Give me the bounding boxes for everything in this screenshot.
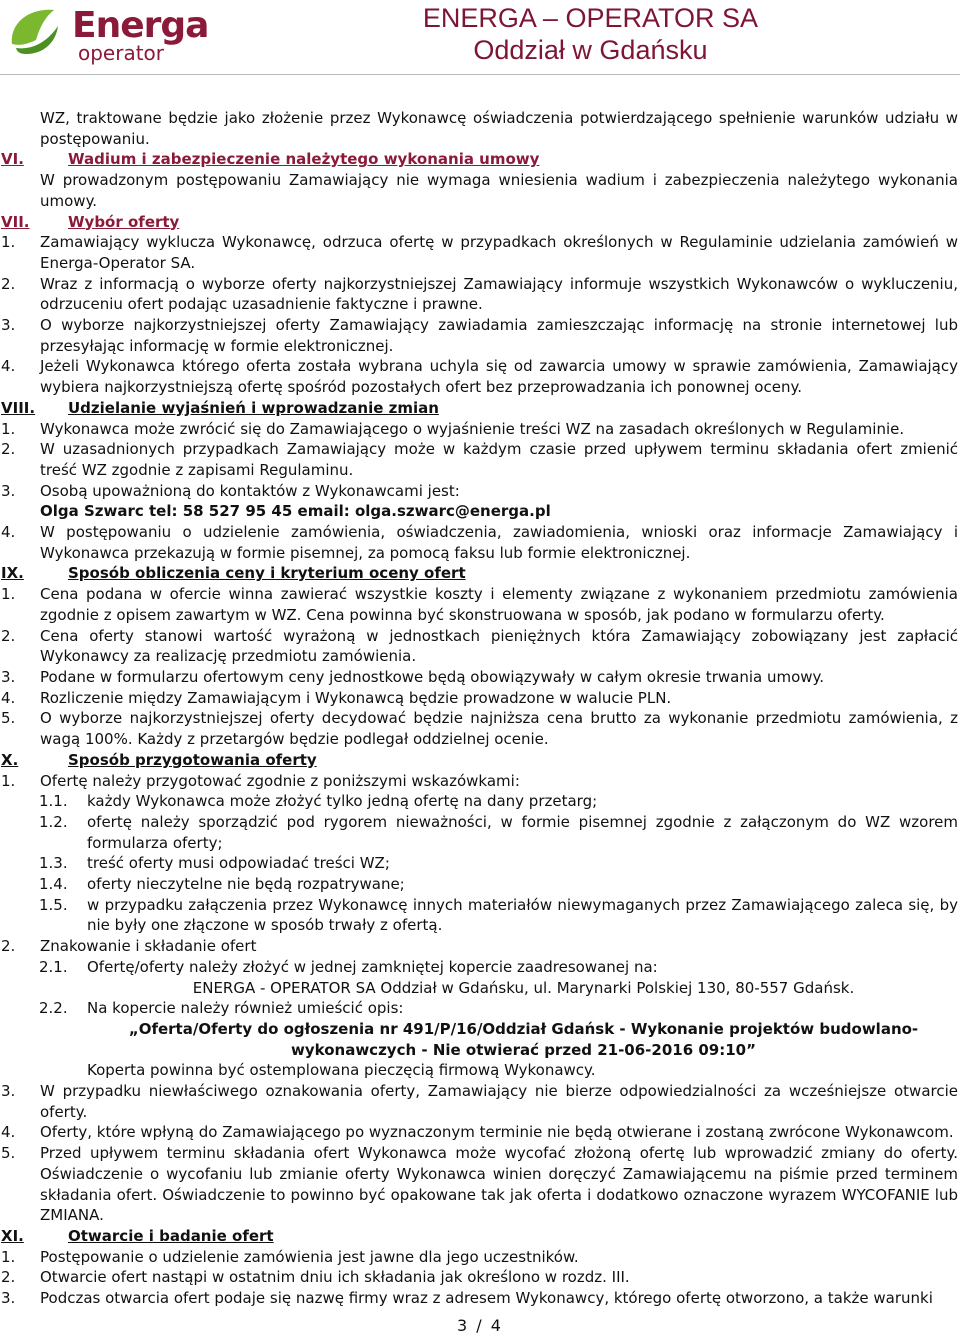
envelope-label-line2: wykonawczych - Nie otwierać przed 21-06-2016 09:10” [291, 1040, 756, 1059]
company-name-block [423, 2, 758, 66]
item-text: w przypadku załączenia przez Wykonawcę innych materiałów niewymaganych przez Zamawiającego zaleca się, by nie były one złączone w sposób trwały z ofertą. [87, 895, 958, 935]
item-text: oferty nieczytelne nie będą rozpatrywane; [87, 875, 405, 894]
item-text: Przed upływem terminu składania ofert Wykonawca może wycofać złożoną ofertę lub wprowadzić zmiany do oferty. Oświadczenie o wycofaniu lub zmianie oferty Wykonawca winien doręczyć Zamawiającemu na piśmie przed terminem składania ofert. Oświadczenie to powinno być opakowane tak jak oferta i dodatkowo oznaczone wyrazem WYCOFANIE lub ZMIANA. [40, 1144, 958, 1225]
item-text: Cena oferty stanowi wartość wyrażoną w jednostkach pieniężnych która Zamawiający zobowiązany jest zapłacić Wykonawcy za realizację przedmiotu zamówienia. [40, 626, 958, 666]
item-number: 1.2. [39, 812, 68, 831]
energa-logo [6, 2, 209, 66]
item-number: 5. [1, 709, 16, 728]
item-number: 1.1. [39, 792, 68, 811]
logo-subtitle: operator [78, 41, 165, 65]
list-item [0, 584, 960, 625]
paragraph: WZ, traktowane będzie jako złożenie przez Wykonawcę oświadczenia potwierdzającego spełnienie warunków udziału w postępowaniu. [40, 109, 958, 148]
item-number: 1. [1, 585, 16, 604]
item-text: W przypadku niewłaściwego oznakowania oferty, Zamawiający nie bierze odpowiedzialności za wcześniejsze otwarcie oferty. [40, 1082, 958, 1121]
seal-note: Koperta powinna być ostemplowana pieczęcią firmową Wykonawcy. [87, 1061, 596, 1080]
item-text: Podczas otwarcia ofert podaje się nazwę firmy wraz z adresem Wykonawcy, którego ofertę otworzono, a także warunki [40, 1289, 933, 1308]
item-text: Wykonawca może zwrócić się do Zamawiającego o wyjaśnienie treści WZ na zasadach określonych w Regulaminie. [40, 419, 905, 438]
sub-list-item: 2.1. Ofertę/oferty należy złożyć w jednej zamkniętej kopercie zaadresowanej na: [39, 957, 658, 976]
branch-name: Oddział w Gdańsku [473, 35, 708, 65]
item-number: 3. [1, 1082, 16, 1101]
section-heading: XI. Otwarcie i badanie ofert [1, 1226, 274, 1245]
list-item [0, 232, 960, 273]
company-name: ENERGA – OPERATOR SA [422, 3, 758, 33]
section-heading: X. Sposób przygotowania oferty [1, 750, 317, 769]
item-number: 2. [1, 1268, 16, 1287]
list-item [0, 1143, 960, 1226]
list-item: 2. Znakowanie i składanie ofert [1, 937, 257, 956]
item-number: 1. [1, 233, 16, 252]
contact-info: Olga Szwarc tel: 58 527 95 45 email: olga.szwarc@energa.pl [40, 502, 551, 521]
page-header [0, 0, 960, 72]
item-number: 2. [1, 274, 16, 293]
item-number: 4. [1, 357, 16, 376]
section-heading: VII. Wybór oferty [1, 212, 180, 231]
list-item [0, 419, 960, 440]
sub-list-item: 2.2. Na kopercie należy również umieścić opis: [39, 999, 404, 1018]
list-item: 1. Ofertę należy przygotować zgodnie z poniższymi wskazówkami: [1, 771, 520, 790]
list-item [0, 626, 960, 667]
item-number: 1. [1, 1247, 16, 1266]
sub-list-item [39, 791, 960, 812]
item-number: 1. [1, 419, 16, 438]
item-text: O wyborze najkorzystniejszej oferty decydować będzie najniższa cena brutto za wykonanie przedmiotu zamówienia, z wagą 100%. Każdy z przetargów będzie podlegał oddzielnej ocenie. [40, 709, 958, 749]
sub-list-item [39, 853, 960, 874]
item-text: Rozliczenie między Zamawiającym i Wykonawcą będzie prowadzone w walucie PLN. [40, 688, 672, 707]
leaf-icon [6, 4, 68, 60]
paragraph: W prowadzonym postępowaniu Zamawiający nie wymaga wniesienia wadium i zabezpieczenia należytego wykonania umowy. [40, 171, 958, 210]
list-item [0, 315, 960, 356]
list-item [0, 667, 960, 688]
list-item [0, 1081, 960, 1122]
address: ENERGA - OPERATOR SA Oddział w Gdańsku, ul. Marynarki Polskiej 130, 80-557 Gdańsk. [192, 978, 855, 997]
list-item [0, 274, 960, 315]
list-item [0, 708, 960, 749]
item-number: 2. [1, 626, 16, 645]
item-number: 1.5. [39, 895, 68, 914]
item-number: 1.4. [39, 875, 68, 894]
item-number: 3. [1, 481, 16, 500]
header-divider [0, 74, 960, 75]
list-item [0, 688, 960, 709]
item-text: Oferty, które wpłyną do Zamawiającego po wyznaczonym terminie nie będą otwierane i zostaną zwrócone Wykonawcom. [40, 1123, 954, 1142]
item-text: treść oferty musi odpowiadać treści WZ; [87, 854, 390, 873]
sub-list-item [39, 812, 960, 853]
item-text: Podane w formularzu ofertowym ceny jednostkowe będą obowiązywały w całym okresie trwania umowy. [40, 667, 825, 686]
section-heading: IX. Sposób obliczenia ceny i kryterium oceny ofert [1, 564, 466, 583]
page-number: 3 / 4 [457, 1316, 503, 1335]
list-item [0, 439, 960, 480]
section-heading: VI. Wadium i zabezpieczenie należytego wykonania umowy [1, 150, 540, 169]
item-number: 4. [1, 1123, 16, 1142]
list-item [0, 1267, 960, 1288]
section-heading: VIII. Udzielanie wyjaśnień i wprowadzanie zmian [1, 398, 439, 417]
item-text: Otwarcie ofert nastąpi w ostatnim dniu ich składania jak określono w rozdz. III. [40, 1268, 630, 1287]
list-item [0, 1288, 960, 1309]
item-text: każdy Wykonawca może złożyć tylko jedną ofertę na dany przetarg; [87, 792, 598, 811]
list-item [0, 1122, 960, 1143]
list-item: 4. W postępowaniu o udzielenie zamówienia, oświadczenia, zawiadomienia, wnioski oraz informacje Zamawiający i Wykonawca przekazują w formie pisemnej, za pomocą faksu lub formie elektronicznej. [1, 523, 958, 562]
item-number: 3. [1, 1289, 16, 1308]
item-text: O wyborze najkorzystniejszej oferty Zamawiający zawiadamia zamieszczając informację na stronie internetowej lub przesyłając informację w formie elektronicznej. [40, 316, 958, 355]
item-number: 4. [1, 688, 16, 707]
item-text: Zamawiający wyklucza Wykonawcę, odrzuca ofertę w przypadkach określonych w Regulaminie udzielania zamówień w Energa-Operator SA. [40, 233, 958, 272]
item-number: 2. [1, 440, 16, 459]
item-text: W uzasadnionych przypadkach Zamawiający może w każdym czasie przed upływem terminu składania ofert zmienić treść WZ zgodnie z zapisami Regulaminu. [40, 440, 958, 479]
item-number: 3. [1, 316, 16, 335]
list-item [0, 481, 960, 502]
envelope-label-line1: „Oferta/Oferty do ogłoszenia nr 491/P/16/Oddział Gdańsk - Wykonanie projektów budowlano- [128, 1019, 919, 1038]
sub-list-item [39, 895, 960, 936]
item-number: 5. [1, 1144, 16, 1163]
list-item [0, 356, 960, 397]
logo-wordmark: Energa [72, 5, 209, 46]
item-text: Cena podana w ofercie winna zawierać wszystkie koszty i elementy związane z wykonaniem przedmiotu zamówienia zgodnie z opisem zawartym w WZ. Cena powinna być skonstruowana w sposób, jak podano w formularzu oferty. [40, 585, 958, 624]
item-text: ofertę należy sporządzić pod rygorem nieważności, w formie pisemnej zgodnie z załączonym do WZ wzorem formularza oferty; [87, 812, 958, 852]
item-text: Postępowanie o udzielenie zamówienia jest jawne dla jego uczestników. [40, 1247, 579, 1266]
sub-list-item [39, 874, 960, 895]
item-text: Wraz z informacją o wyborze oferty najkorzystniejszej Zamawiający informuje wszystkich Wykonawców o wykluczeniu, odrzuceniu ofert podając uzasadnienie faktyczne i prawne. [40, 274, 958, 314]
list-item [0, 1247, 960, 1268]
document-body [0, 108, 960, 1309]
item-text: Jeżeli Wykonawca którego oferta została wybrana uchyla się od zawarcia umowy w sprawie zamówienia, Zamawiający wybiera najkorzystniejszą ofertę spośród pozostałych ofert bez przeprowadzania ich ponownej oceny. [40, 357, 958, 397]
item-text: Osobą upoważnioną do kontaktów z Wykonawcami jest: [40, 481, 460, 500]
item-number: 3. [1, 667, 16, 686]
item-number: 1.3. [39, 854, 68, 873]
